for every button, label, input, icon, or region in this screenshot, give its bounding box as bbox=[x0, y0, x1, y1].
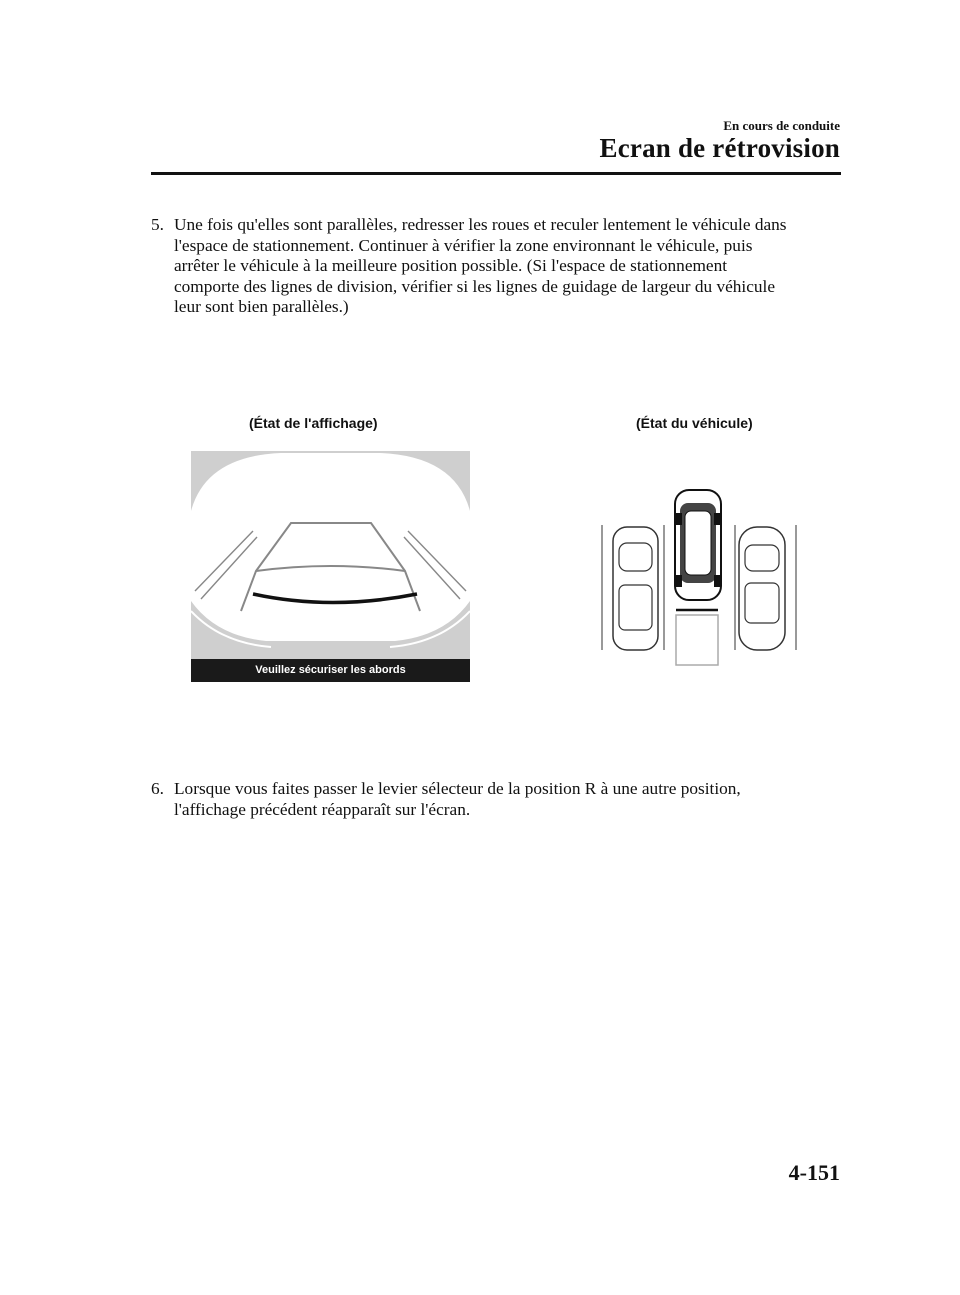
step-line: l'espace de stationnement. Continuer à vérifier la zone environnant le véhicule, puis bbox=[174, 235, 753, 255]
step-line: arrêter le véhicule à la meilleure position possible. (Si l'espace de stationnement bbox=[174, 256, 728, 276]
vehicle-parking-illustration bbox=[590, 485, 810, 670]
rear-view-illustration bbox=[191, 451, 470, 682]
step-line: leur sont bien parallèles.) bbox=[174, 297, 349, 317]
header-rule bbox=[151, 172, 841, 175]
section-title: Ecran de rétrovision bbox=[599, 133, 840, 163]
screen-message: Veuillez sécuriser les abords bbox=[191, 659, 470, 682]
step-line: l'affichage précédent réapparaît sur l'écran. bbox=[174, 799, 471, 819]
step-6 bbox=[151, 779, 851, 820]
page-number: 4-151 bbox=[788, 1160, 840, 1185]
section-subtitle: En cours de conduite bbox=[723, 118, 840, 133]
step-number: 5. bbox=[151, 215, 164, 234]
display-caption: (État de l'affichage) bbox=[249, 415, 378, 431]
step-5 bbox=[151, 215, 851, 318]
step-line: comporte des lignes de division, vérifier si les lignes de guidage de largeur du véhicule bbox=[174, 276, 775, 296]
rear-view-screen bbox=[191, 451, 470, 682]
step-line: Une fois qu'elles sont parallèles, redresser les roues et reculer lentement le véhicule dans bbox=[174, 215, 787, 234]
step-number: 6. bbox=[151, 779, 164, 798]
vehicle-caption: (État du véhicule) bbox=[636, 415, 753, 431]
step-line: Lorsque vous faites passer le levier sélecteur de la position R à une autre position, bbox=[174, 779, 741, 798]
